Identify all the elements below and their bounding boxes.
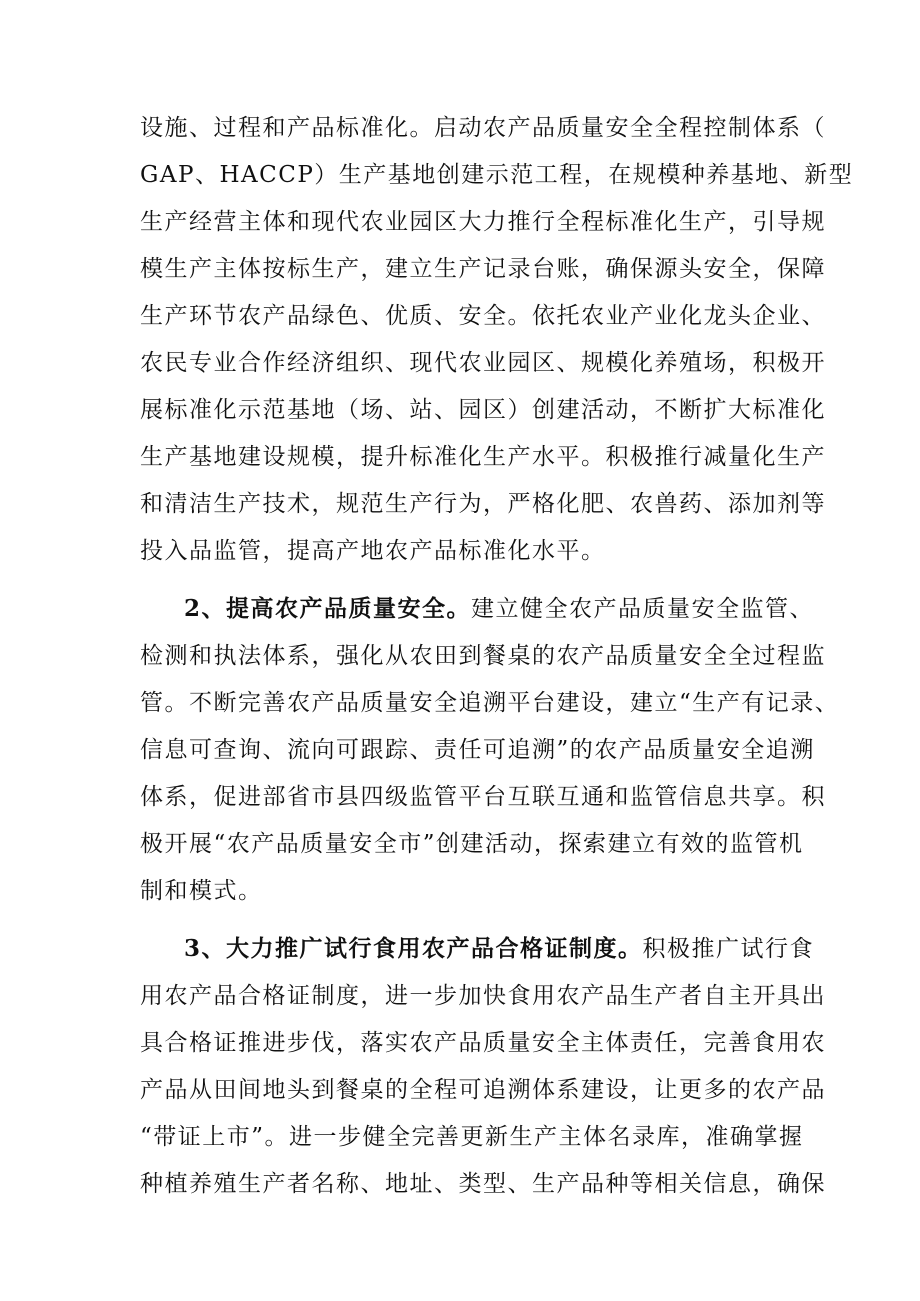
text-line: “带证上市”。进一步健全完善更新生产主体名录库，准确掌握: [140, 1124, 804, 1150]
paragraph-first-line: [184, 589, 814, 629]
text-line: 用农产品合格证制度，进一步加快食用农产品生产者自主开具出: [140, 983, 826, 1009]
text-line: 生产基地建设规模，提升标准化生产水平。积极推行减量化生产: [140, 444, 826, 470]
text-line: 设施、过程和产品标准化。启动农产品质量安全全程控制体系（: [140, 115, 826, 141]
document-body: [140, 108, 854, 1268]
text-line: 种植养殖生产者名称、地址、类型、生产品种等相关信息，确保: [140, 1171, 826, 1197]
text-line: 信息可查询、流向可跟踪、责任可追溯”的农产品质量安全追溯: [140, 737, 815, 763]
text-line: 展标准化示范基地（场、站、园区）创建活动，不断扩大标准化: [140, 397, 826, 423]
paragraph-first-line: [184, 929, 814, 969]
text-line: 检测和执法体系，强化从农田到餐桌的农产品质量安全全过程监: [140, 643, 826, 669]
text-line: 极开展“农产品质量安全市”创建活动，探索建立有效的监管机: [140, 831, 804, 857]
text-line: 生产经营主体和现代农业园区大力推行全程标准化生产，引导规: [140, 209, 826, 235]
text-run: 积极推广试行食: [642, 936, 815, 962]
text-line: GAP、HACCP）生产基地创建示范工程，在规模种养基地、新型: [140, 162, 854, 188]
text-line: 生产环节农产品绿色、优质、安全。依托农业产业化龙头企业、: [140, 303, 826, 329]
text-line: 管。不断完善农产品质量安全追溯平台建设，建立“生产有记录、: [140, 690, 840, 716]
text-line: 农民专业合作经济组织、现代农业园区、规模化养殖场，积极开: [140, 350, 826, 376]
text-line: 和清洁生产技术，规范生产行为，严格化肥、农兽药、添加剂等: [140, 491, 826, 517]
text-run: 建立健全农产品质量安全监管、: [471, 596, 815, 622]
text-line: 产品从田间地头到餐桌的全程可追溯体系建设，让更多的农产品: [140, 1077, 826, 1103]
text-line: 体系，促进部省市县四级监管平台互联互通和监管信息共享。积: [140, 784, 826, 810]
text-line: 具合格证推进步伐，落实农产品质量安全主体责任，完善食用农: [140, 1030, 826, 1056]
section-heading: 3、大力推广试行食用农产品合格证制度。: [184, 935, 643, 962]
section-heading: 2、提高农产品质量安全。: [184, 595, 472, 622]
text-line: 投入品监管，提高产地农产品标准化水平。: [140, 538, 606, 564]
text-line: 制和模式。: [140, 878, 263, 904]
text-line: 模生产主体按标生产，建立生产记录台账，确保源头安全，保障: [140, 256, 826, 282]
